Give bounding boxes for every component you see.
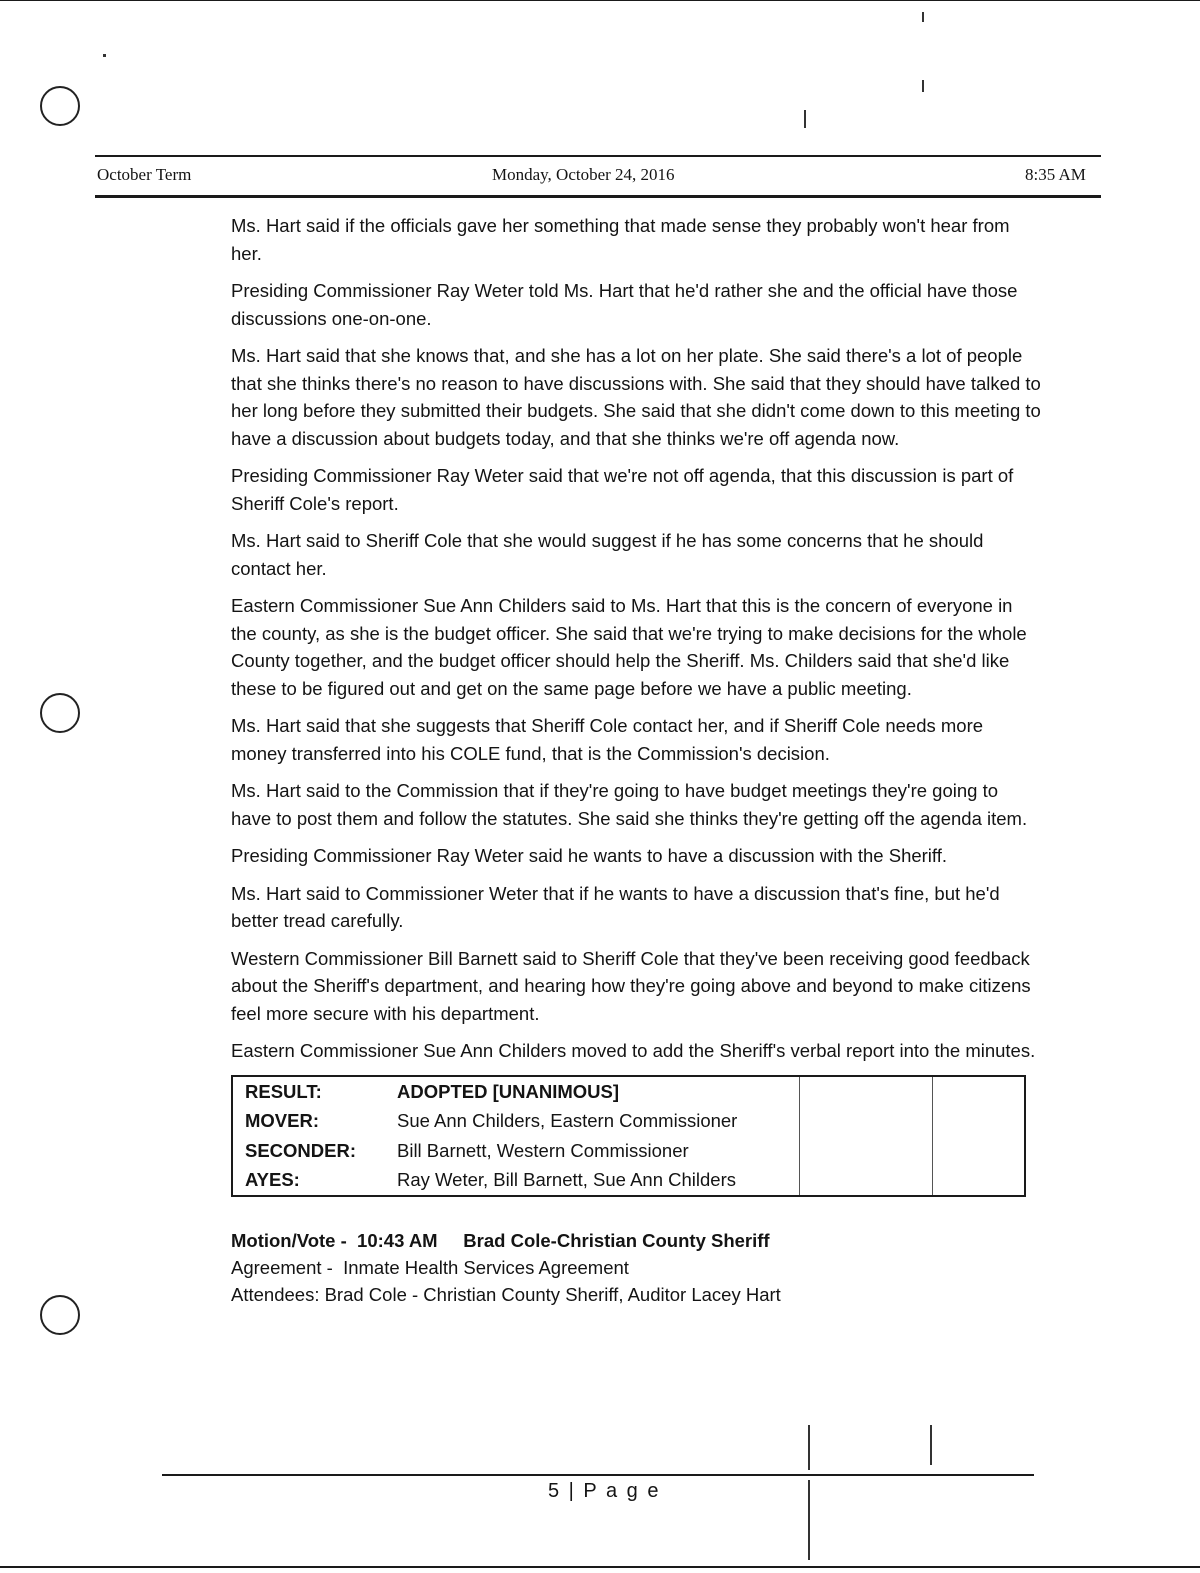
vote-blank-cell (800, 1136, 933, 1166)
motion-block (231, 1227, 1041, 1308)
scan-bottom-edge (0, 1566, 1200, 1568)
scan-speck (103, 54, 106, 57)
header-date: Monday, October 24, 2016 (492, 165, 675, 184)
scan-speck (922, 80, 924, 92)
punch-hole-middle (40, 693, 80, 733)
paragraph: Ms. Hart said to Sheriff Cole that she would suggest if he has some concerns that he should contact her. (231, 530, 984, 579)
motion-title: Motion/Vote - 10:43 AM Brad Cole-Christian County Sheriff (231, 1229, 770, 1251)
page-number: 5 | P a g e (548, 1480, 661, 1502)
vote-blank-cell (933, 1076, 1026, 1107)
minutes-body (231, 212, 1041, 1308)
header-rule-bottom (95, 195, 1101, 198)
scan-speck (808, 1425, 810, 1470)
motion-agreement: Agreement - Inmate Health Services Agreement (231, 1256, 629, 1278)
paragraph: Eastern Commissioner Sue Ann Childers said to Ms. Hart that this is the concern of everyone in the county, as she is the budget officer. She said that we're trying to make decisions for the whole County together, and the budget officer should help the Sheriff. Ms. Childers said that she'd like these to be figured out and get on the same page before we have a public meeting. (231, 595, 1027, 699)
paragraph: Ms. Hart said that she suggests that Sheriff Cole contact her, and if Sheriff Cole needs more money transferred into his COLE fund, that is the Commission's decision. (231, 715, 984, 764)
vote-row-ayes (232, 1165, 1025, 1196)
vote-result-table (231, 1075, 1026, 1197)
scan-speck (808, 1480, 810, 1560)
scan-speck (930, 1425, 932, 1465)
vote-label: RESULT: (245, 1080, 322, 1102)
scan-speck (804, 110, 806, 128)
vote-value: Bill Barnett, Western Commissioner (397, 1139, 689, 1161)
scan-speck (922, 12, 924, 22)
footer-rule (162, 1474, 1034, 1476)
paragraph: Ms. Hart said that she knows that, and she has a lot on her plate. She said there's a lot of people that she thinks there's no reason to have discussions with. She said that they should have talked to her long before they submitted their budgets. She said that she didn't come down to this meeting to have a discussion about budgets today, and that she thinks we're off agenda now. (231, 345, 1041, 449)
punch-hole-top (40, 86, 80, 126)
vote-blank-cell (933, 1136, 1026, 1166)
paragraph: Ms. Hart said if the officials gave her something that made sense they probably won't hear from her. (231, 215, 1010, 264)
vote-row-result (232, 1076, 1025, 1107)
paragraph: Presiding Commissioner Ray Weter said that we're not off agenda, that this discussion is part of Sheriff Cole's report. (231, 465, 1014, 514)
motion-attendees: Attendees: Brad Cole - Christian County Sheriff, Auditor Lacey Hart (231, 1283, 781, 1305)
vote-value: Ray Weter, Bill Barnett, Sue Ann Childers (397, 1169, 736, 1190)
vote-value: Sue Ann Childers, Eastern Commissioner (397, 1110, 738, 1131)
vote-row-seconder (232, 1136, 1025, 1166)
vote-blank-cell (800, 1165, 933, 1196)
vote-blank-cell (800, 1106, 933, 1136)
vote-label: SECONDER: (245, 1139, 357, 1161)
header-rule-top (95, 155, 1101, 157)
paragraph: Ms. Hart said to Commissioner Weter that if he wants to have a discussion that's fine, but he'd better tread carefully. (231, 882, 1000, 931)
vote-label: AYES: (245, 1169, 300, 1190)
scan-top-edge (0, 0, 1200, 1)
vote-blank-cell (933, 1106, 1026, 1136)
paragraph: Eastern Commissioner Sue Ann Childers moved to add the Sheriff's verbal report into the minutes. (231, 1040, 1036, 1061)
paragraph: Presiding Commissioner Ray Weter said he wants to have a discussion with the Sheriff. (231, 845, 948, 866)
punch-hole-bottom (40, 1295, 80, 1335)
paragraph: Western Commissioner Bill Barnett said to Sheriff Cole that they've been receiving good feedback about the Sheriff's department, and hearing how they're going above and beyond to make citizens feel more secure with his department. (231, 947, 1031, 1024)
header-time: 8:35 AM (1025, 165, 1086, 184)
vote-row-mover (232, 1106, 1025, 1136)
vote-label: MOVER: (245, 1110, 319, 1131)
header-term: October Term (97, 165, 192, 184)
paragraph: Ms. Hart said to the Commission that if they're going to have budget meetings they're going to have to post them and follow the statutes. She said she thinks they're getting off the agenda item. (231, 780, 1028, 829)
paragraph: Presiding Commissioner Ray Weter told Ms. Hart that he'd rather she and the official have those discussions one-on-one. (231, 280, 1018, 329)
vote-blank-cell (800, 1076, 933, 1107)
vote-value: ADOPTED [UNANIMOUS] (397, 1080, 619, 1102)
vote-blank-cell (933, 1165, 1026, 1196)
